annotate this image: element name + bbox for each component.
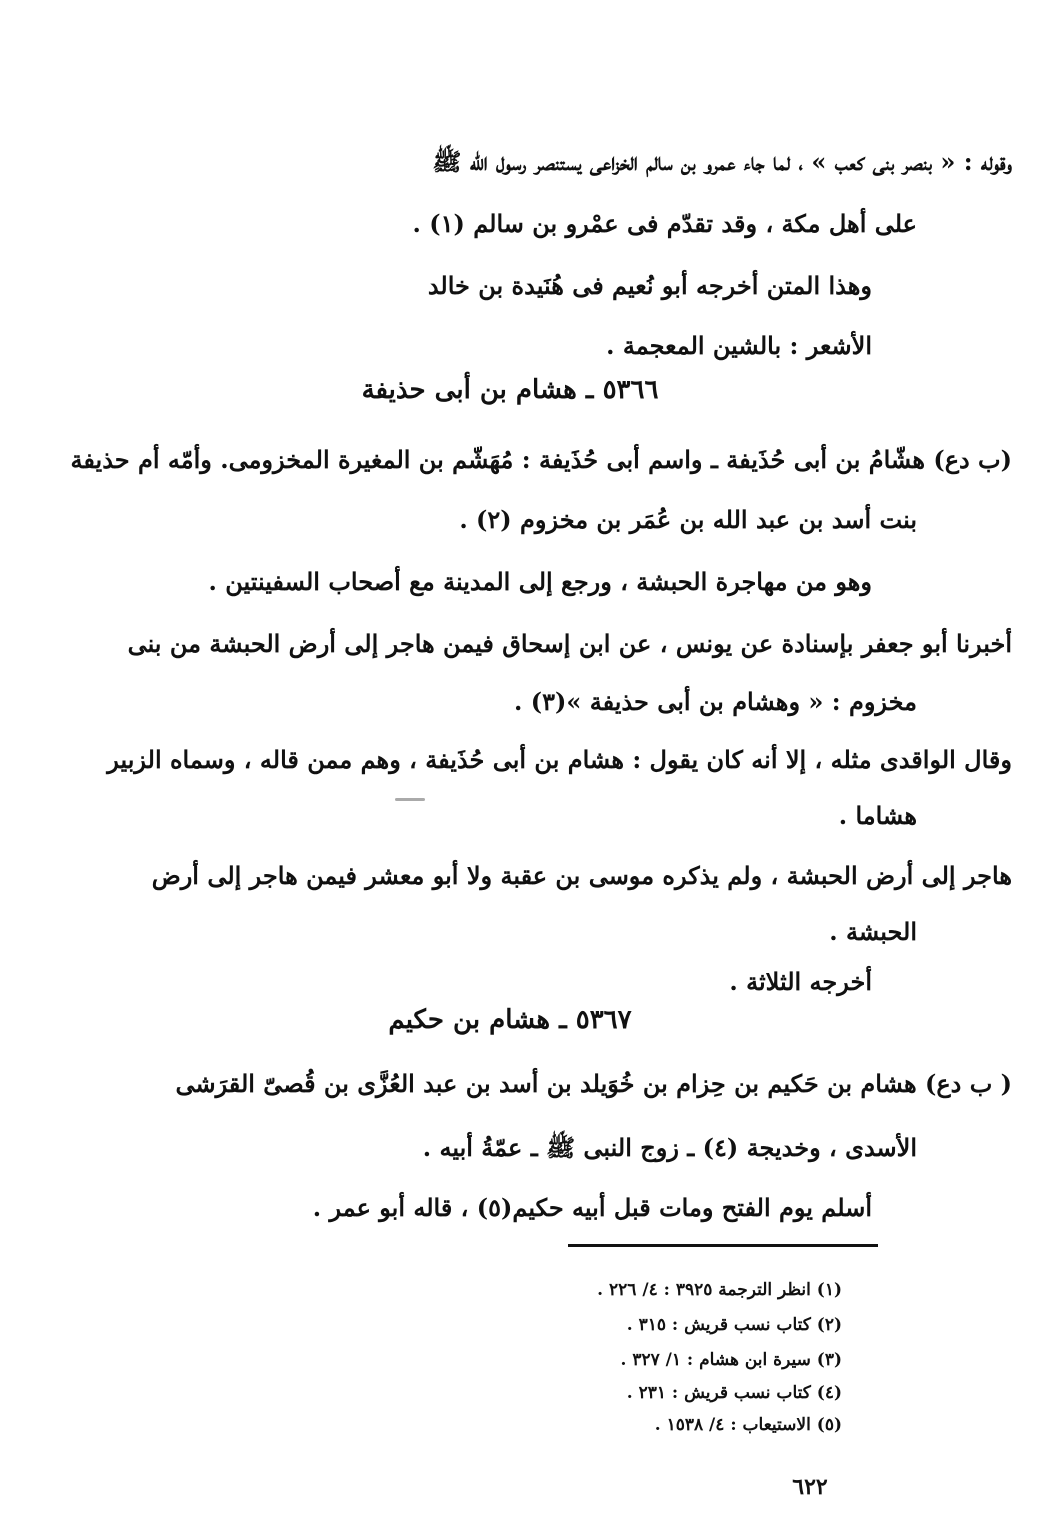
entry-heading: ٥٣٦٦ ـ هشام بن أبى حذيفة — [361, 375, 659, 405]
footnote: (٥) الاستيعاب : ٤/ ١٥٣٨ . — [654, 1415, 842, 1435]
entry-heading: ٥٣٦٧ ـ هشام بن حكيم — [388, 1005, 632, 1035]
entry-line: ( ب دع) هشام بن حَكيم بن حِزام بن خُوَيلد بن أسد بن عبد العُزَّى بن قُصىّ القرَشى — [175, 1069, 1012, 1098]
entry-line: أخبرنا أبو جعفر بإسنادة عن يونس ، عن ابن إسحاق فيمن هاجر إلى أرض الحبشة من بنى — [127, 629, 1012, 658]
entry-line: أخرجه الثلاثة . — [729, 967, 872, 996]
entry-line: الأسدى ، وخديجة (٤) ـ زوج النبى ﷺ ـ عمّةُ أبيه . — [422, 1133, 917, 1162]
page-number: ٦٢٢ — [792, 1474, 828, 1500]
footnote: (١) انظر الترجمة ٣٩٢٥ : ٤/ ٢٢٦ . — [597, 1280, 842, 1300]
footnote: (٢) كتاب نسب قريش : ٣١٥ . — [626, 1315, 842, 1335]
paragraph-line: وهذا المتن أخرجه أبو نُعيم فى هُنَيدة بن خالد — [427, 271, 872, 300]
entry-line: وقال الواقدى مثله ، إلا أنه كان يقول : هشام بن أبى حُذَيفة ، وهم ممن قاله ، وسماه الزبير — [107, 745, 1012, 774]
entry-line: (ب دع) هشّامُ بن أبى حُذَيفة ـ واسم أبى حُذَيفة : مُهَشّم بن المغيرة المخزومى. وأمّه أم حذيفة — [70, 445, 1012, 474]
paragraph-line: وقوله : « بنصر بنى كعب » ، لما جاء عمرو بن سالم الخزاعى يستنصر رسول الله ﷺ — [432, 147, 1012, 176]
footnote: (٣) سيرة ابن هشام : ١/ ٣٢٧ . — [620, 1350, 842, 1370]
paragraph-line: على أهل مكة ، وقد تقدّم فى عمْرو بن سالم (١) . — [412, 209, 917, 238]
footnote-separator — [568, 1244, 878, 1247]
entry-line: مخزوم : « وهشام بن أبى حذيفة »(٣) . — [514, 687, 917, 716]
entry-line: هشاما . — [838, 801, 917, 830]
entry-line: بنت أسد بن عبد الله بن عُمَر بن مخزوم (٢) . — [459, 505, 917, 534]
entry-line: الحبشة . — [829, 917, 917, 946]
footnote: (٤) كتاب نسب قريش : ٢٣١ . — [626, 1383, 842, 1403]
entry-line: هاجر إلى أرض الحبشة ، ولم يذكره موسى بن عقبة ولا أبو معشر فيمن هاجر إلى أرض — [151, 861, 1012, 890]
scan-speck — [395, 798, 425, 801]
entry-line: وهو من مهاجرة الحبشة ، ورجع إلى المدينة مع أصحاب السفينتين . — [208, 567, 872, 596]
entry-line: أسلم يوم الفتح ومات قبل أبيه حكيم(٥) ، قاله أبو عمر . — [312, 1193, 872, 1222]
paragraph-line: الأشعر : بالشين المعجمة . — [606, 331, 872, 360]
